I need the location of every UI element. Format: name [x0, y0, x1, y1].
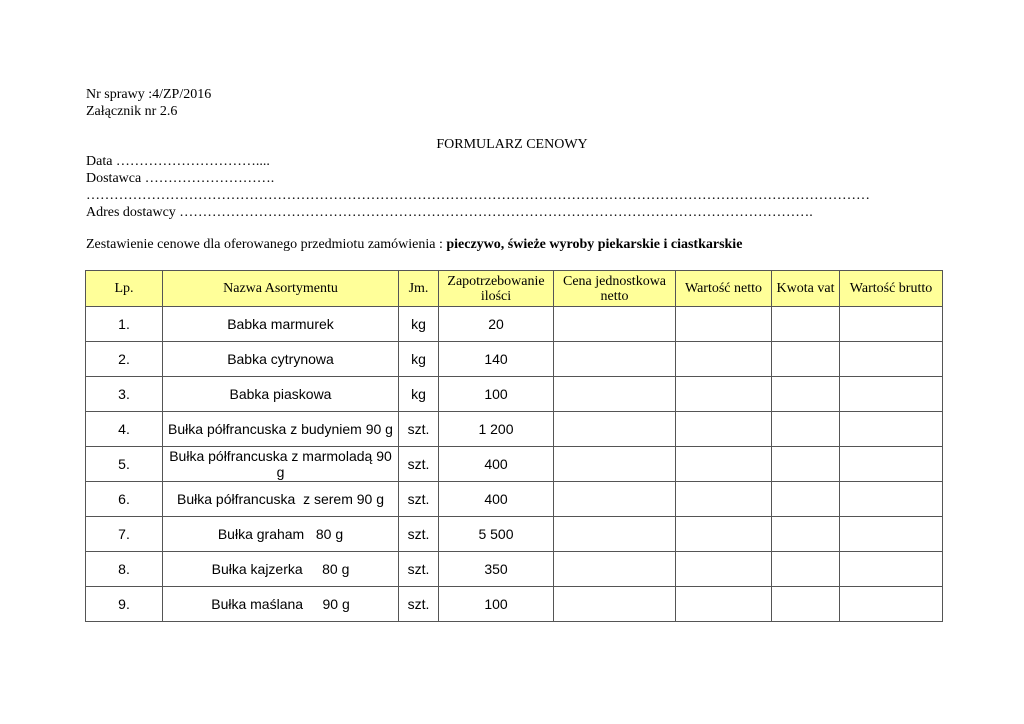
product-name: Bułka kajzerka 80 g: [163, 552, 399, 587]
unit-of-measure: szt.: [399, 412, 439, 447]
unit-of-measure: szt.: [399, 482, 439, 517]
unit-of-measure: szt.: [399, 587, 439, 622]
net-value-cell[interactable]: [676, 552, 772, 587]
unit-of-measure: kg: [399, 307, 439, 342]
gross-value-cell[interactable]: [840, 412, 943, 447]
unit-price-cell[interactable]: [554, 587, 676, 622]
unit-price-cell[interactable]: [554, 552, 676, 587]
vat-amount-cell[interactable]: [772, 377, 840, 412]
row-number: 6.: [86, 482, 163, 517]
product-name: Bułka graham 80 g: [163, 517, 399, 552]
row-number: 1.: [86, 307, 163, 342]
table-row: [86, 447, 943, 482]
vat-amount-cell[interactable]: [772, 482, 840, 517]
unit-price-cell[interactable]: [554, 342, 676, 377]
required-quantity: 20: [439, 307, 554, 342]
unit-of-measure: kg: [399, 342, 439, 377]
col-unit-header: Jm.: [399, 271, 439, 307]
date-line: Data …………………………....: [86, 154, 270, 169]
net-value-cell[interactable]: [676, 307, 772, 342]
product-name: Babka piaskowa: [163, 377, 399, 412]
net-value-cell[interactable]: [676, 342, 772, 377]
unit-price-cell[interactable]: [554, 482, 676, 517]
col-quantity-header: Zapotrzebowanie ilości: [439, 271, 554, 307]
product-name: Bułka półfrancuska z budyniem 90 g: [163, 412, 399, 447]
gross-value-cell[interactable]: [840, 482, 943, 517]
net-value-cell[interactable]: [676, 447, 772, 482]
vat-amount-cell[interactable]: [772, 342, 840, 377]
col-net-value-header: Wartość netto: [676, 271, 772, 307]
table-row: [86, 482, 943, 517]
unit-price-cell[interactable]: [554, 307, 676, 342]
vat-amount-cell[interactable]: [772, 517, 840, 552]
unit-price-cell[interactable]: [554, 447, 676, 482]
col-vat-amount-header: Kwota vat: [772, 271, 840, 307]
product-name: Babka cytrynowa: [163, 342, 399, 377]
net-value-cell[interactable]: [676, 482, 772, 517]
net-value-cell[interactable]: [676, 587, 772, 622]
required-quantity: 400: [439, 482, 554, 517]
gross-value-cell[interactable]: [840, 552, 943, 587]
table-row: [86, 412, 943, 447]
net-value-cell[interactable]: [676, 377, 772, 412]
supplier-address-line: Adres dostawcy ……………………………………………………………………………………………………………………….: [86, 205, 813, 220]
unit-price-cell[interactable]: [554, 517, 676, 552]
vat-amount-cell[interactable]: [772, 447, 840, 482]
row-number: 5.: [86, 447, 163, 482]
supplier-line: Dostawca ……………………….: [86, 171, 275, 186]
intro-text: Zestawienie cenowe dla oferowanego przedmiotu zamówienia :: [86, 237, 447, 252]
unit-of-measure: szt.: [399, 552, 439, 587]
row-number: 7.: [86, 517, 163, 552]
required-quantity: 1 200: [439, 412, 554, 447]
intro-subject: pieczywo, świeże wyroby piekarskie i ciastkarskie: [446, 237, 743, 252]
table-row: [86, 587, 943, 622]
price-table: [85, 270, 943, 622]
gross-value-cell[interactable]: [840, 342, 943, 377]
required-quantity: 400: [439, 447, 554, 482]
table-row: [86, 307, 943, 342]
table-row: [86, 342, 943, 377]
col-lp-header: Lp.: [86, 271, 163, 307]
gross-value-cell[interactable]: [840, 307, 943, 342]
unit-price-cell[interactable]: [554, 377, 676, 412]
product-name: Babka marmurek: [163, 307, 399, 342]
row-number: 4.: [86, 412, 163, 447]
col-unit-price-header: Cena jednostkowa netto: [554, 271, 676, 307]
gross-value-cell[interactable]: [840, 587, 943, 622]
row-number: 9.: [86, 587, 163, 622]
table-row: [86, 377, 943, 412]
vat-amount-cell[interactable]: [772, 587, 840, 622]
product-name: Bułka maślana 90 g: [163, 587, 399, 622]
net-value-cell[interactable]: [676, 517, 772, 552]
required-quantity: 350: [439, 552, 554, 587]
col-name-header: Nazwa Asortymentu: [163, 271, 399, 307]
unit-of-measure: szt.: [399, 517, 439, 552]
unit-price-cell[interactable]: [554, 412, 676, 447]
vat-amount-cell[interactable]: [772, 412, 840, 447]
table-body: [86, 307, 943, 622]
table-row: [86, 517, 943, 552]
vat-amount-cell[interactable]: [772, 307, 840, 342]
unit-of-measure: szt.: [399, 447, 439, 482]
row-number: 2.: [86, 342, 163, 377]
col-gross-value-header: Wartość brutto: [840, 271, 943, 307]
net-value-cell[interactable]: [676, 412, 772, 447]
supplier-continuation-line: ……………………………………………………………………………………………………………………………………………………: [86, 188, 870, 203]
product-name: Bułka półfrancuska z serem 90 g: [163, 482, 399, 517]
row-number: 8.: [86, 552, 163, 587]
row-number: 3.: [86, 377, 163, 412]
required-quantity: 140: [439, 342, 554, 377]
unit-of-measure: kg: [399, 377, 439, 412]
product-name: Bułka półfrancuska z marmoladą 90 g: [163, 447, 399, 482]
gross-value-cell[interactable]: [840, 517, 943, 552]
required-quantity: 5 500: [439, 517, 554, 552]
table-row: [86, 552, 943, 587]
required-quantity: 100: [439, 587, 554, 622]
annex-number: Załącznik nr 2.6: [86, 104, 178, 119]
gross-value-cell[interactable]: [840, 377, 943, 412]
case-number: Nr sprawy :4/ZP/2016: [86, 87, 212, 102]
intro-paragraph: [86, 237, 742, 253]
form-title: FORMULARZ CENOWY: [436, 137, 588, 152]
required-quantity: 100: [439, 377, 554, 412]
table-header-row: [86, 271, 943, 307]
vat-amount-cell[interactable]: [772, 552, 840, 587]
gross-value-cell[interactable]: [840, 447, 943, 482]
